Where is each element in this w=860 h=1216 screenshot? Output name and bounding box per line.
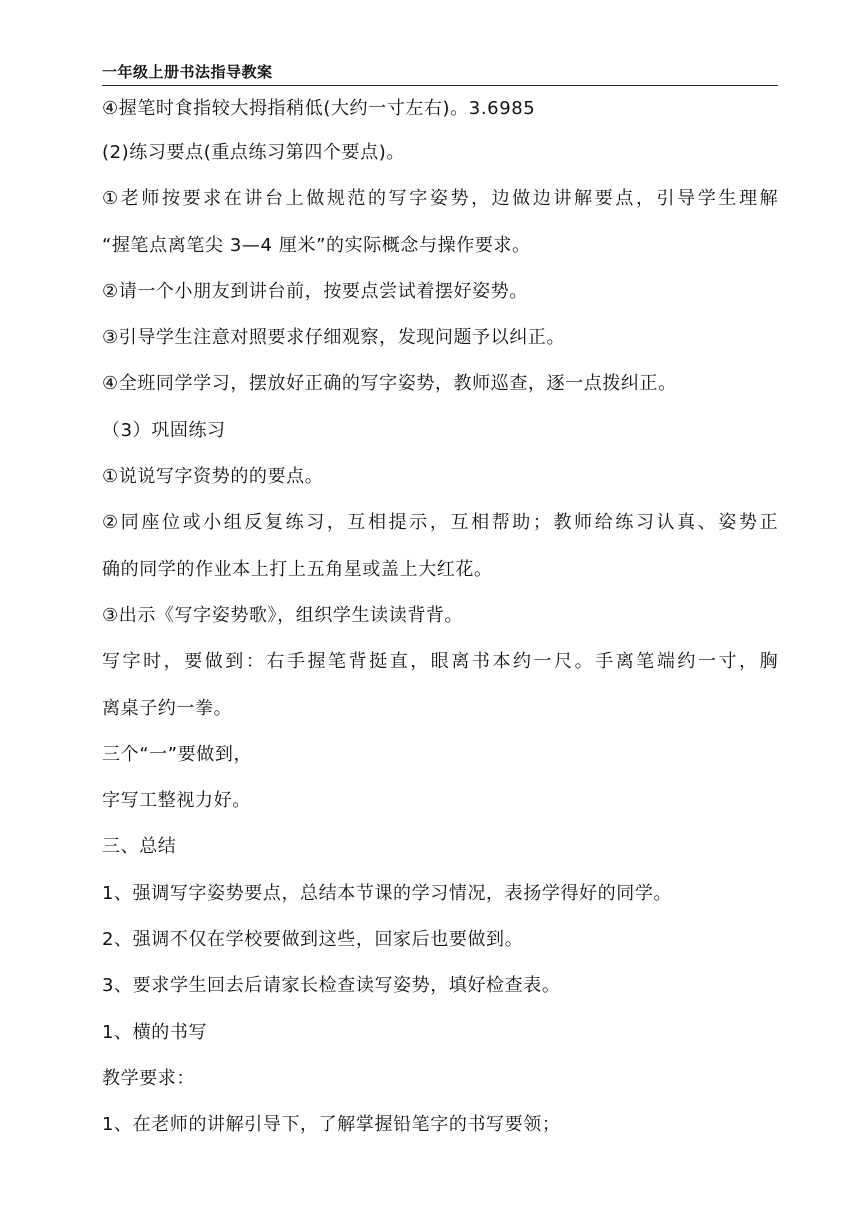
- text-line: （3）巩固练习: [102, 419, 226, 441]
- text-line: 写字时，要做到：右手握笔背挺直，眼离书本约一尺。手离笔端约一寸，胸: [102, 651, 778, 673]
- text-line: 离桌子约一拳。: [102, 697, 233, 719]
- text-line: ②请一个小朋友到讲台前，按要点尝试着摆好姿势。: [102, 280, 528, 302]
- page-header: [102, 62, 778, 86]
- text-line: ①老师按要求在讲台上做规范的写字姿势，边做边讲解要点，引导学生理解: [102, 188, 778, 210]
- text-line: 1、在老师的讲解引导下，了解掌握铅笔字的书写要领；: [102, 1114, 561, 1136]
- text-line: ③出示《写字姿势歌》，组织学生读读背背。: [102, 604, 464, 626]
- text-line: ④握笔时食指较大拇指稍低(大约一寸左右)。3.6985: [102, 98, 536, 119]
- text-line: ④全班同学学习，摆放好正确的写字姿势，教师巡查，逐一点拨纠正。: [102, 373, 677, 395]
- text-line: 教学要求：: [102, 1067, 195, 1089]
- document-body: [102, 88, 782, 1149]
- text-line: 确的同学的作业本上打上五角星或盖上大红花。: [102, 558, 493, 580]
- text-line: 2、强调不仅在学校要做到这些，回家后也要做到。: [102, 929, 524, 951]
- section-heading: 三、总结: [102, 836, 177, 858]
- text-line: “握笔点离笔尖 3—4 厘米”的实际概念与操作要求。: [102, 234, 531, 256]
- text-line: 1、强调写字姿势要点，总结本节课的学习情况，表扬学得好的同学。: [102, 882, 673, 904]
- text-line: ②同座位或小组反复练习，互相提示，互相帮助；教师给练习认真、姿势正: [102, 512, 778, 534]
- header-title: 一年级上册书法指导教案: [102, 63, 273, 81]
- text-line: (2)练习要点(重点练习第四个要点)。: [102, 142, 405, 163]
- text-line: 三个“一”要做到，: [102, 743, 253, 765]
- section-heading: 1、横的书写: [102, 1021, 208, 1043]
- text-line: 字写工整视力好。: [102, 790, 251, 812]
- text-line: ①说说写字资势的的要点。: [102, 466, 324, 488]
- text-line: 3、要求学生回去后请家长检查读写姿势，填好检查表。: [102, 975, 561, 997]
- text-line: ③引导学生注意对照要求仔细观察，发现问题予以纠正。: [102, 327, 566, 349]
